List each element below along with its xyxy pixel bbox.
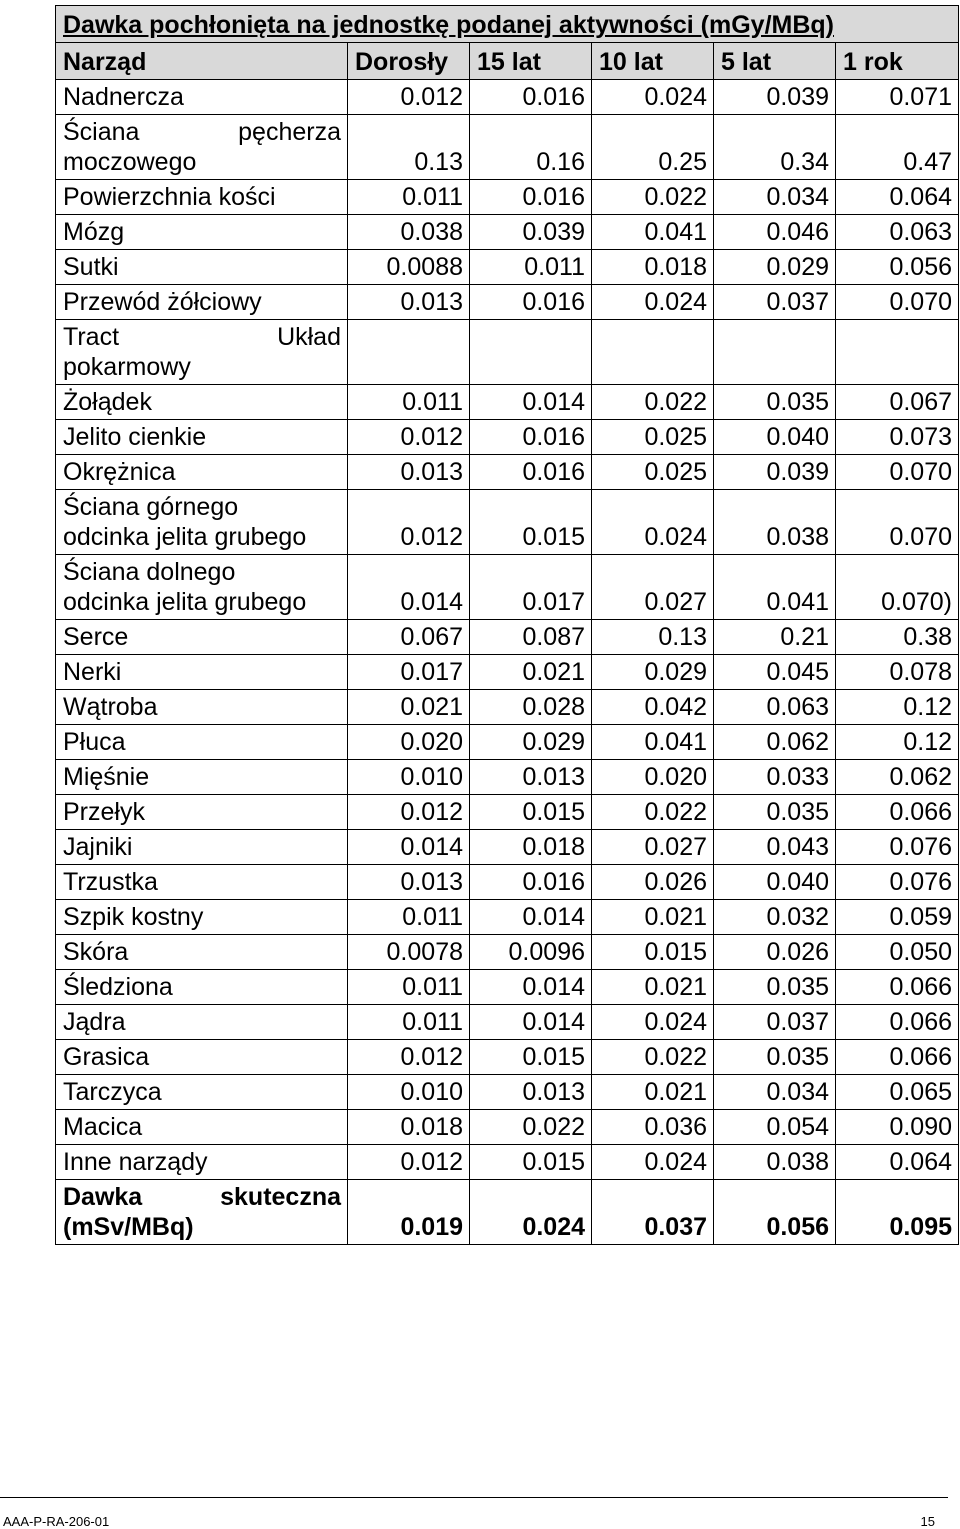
dose-value-cell: 0.041 bbox=[592, 215, 714, 250]
dose-value-cell: 0.070 bbox=[836, 455, 959, 490]
organ-cell: Mózg bbox=[56, 215, 348, 250]
footer-page-number: 15 bbox=[920, 1514, 935, 1529]
organ-cell: Skóra bbox=[56, 935, 348, 970]
organ-name-part: Układ bbox=[277, 323, 341, 351]
table-row bbox=[56, 1110, 959, 1145]
header-5-years: 5 lat bbox=[714, 43, 836, 80]
dose-value-cell: 0.013 bbox=[348, 285, 470, 320]
dose-value-cell: 0.16 bbox=[470, 115, 592, 180]
dose-value-cell: 0.010 bbox=[348, 1075, 470, 1110]
organ-cell: Trzustka bbox=[56, 865, 348, 900]
organ-cell: Przełyk bbox=[56, 795, 348, 830]
header-15-years: 15 lat bbox=[470, 43, 592, 80]
dose-value-cell: 0.012 bbox=[348, 1040, 470, 1075]
organ-cell bbox=[56, 1180, 348, 1245]
dose-value-cell: 0.011 bbox=[348, 385, 470, 420]
dose-value-cell: 0.038 bbox=[348, 215, 470, 250]
dose-value-cell: 0.050 bbox=[836, 935, 959, 970]
dose-value-cell: 0.021 bbox=[470, 655, 592, 690]
table-row bbox=[56, 1075, 959, 1110]
organ-cell bbox=[56, 490, 348, 555]
table-title-row bbox=[56, 6, 959, 43]
dose-value-cell: 0.022 bbox=[592, 1040, 714, 1075]
dose-value-cell: 0.012 bbox=[348, 490, 470, 555]
organ-cell: Nadnercza bbox=[56, 80, 348, 115]
dose-value-cell: 0.063 bbox=[836, 215, 959, 250]
dose-value-cell: 0.015 bbox=[470, 1040, 592, 1075]
dose-value-cell: 0.036 bbox=[592, 1110, 714, 1145]
dose-value-cell: 0.014 bbox=[348, 555, 470, 620]
organ-cell: Śledziona bbox=[56, 970, 348, 1005]
footer-doc-id: AAA-P-RA-206-01 bbox=[3, 1514, 110, 1529]
dose-value-cell: 0.071 bbox=[836, 80, 959, 115]
dose-value-cell: 0.045 bbox=[714, 655, 836, 690]
organ-name-part: Ściana bbox=[63, 118, 140, 146]
dose-value-cell: 0.017 bbox=[348, 655, 470, 690]
table-row bbox=[56, 250, 959, 285]
dose-value-cell: 0.016 bbox=[470, 285, 592, 320]
dose-value-cell: 0.025 bbox=[592, 455, 714, 490]
dose-value-cell: 0.027 bbox=[592, 555, 714, 620]
dose-value-cell: 0.47 bbox=[836, 115, 959, 180]
organ-cell bbox=[56, 320, 348, 385]
table-row bbox=[56, 655, 959, 690]
dose-value-cell: 0.025 bbox=[592, 420, 714, 455]
dose-value-cell: 0.056 bbox=[836, 250, 959, 285]
organ-name-part: Tract bbox=[63, 323, 120, 351]
table-row bbox=[56, 830, 959, 865]
dose-value-cell: 0.067 bbox=[836, 385, 959, 420]
organ-cell: Mięśnie bbox=[56, 760, 348, 795]
dose-value-cell: 0.024 bbox=[592, 490, 714, 555]
organ-name-line1: Ściana górnego bbox=[63, 493, 239, 521]
organ-cell: Macica bbox=[56, 1110, 348, 1145]
organ-cell: Jądra bbox=[56, 1005, 348, 1040]
dose-value-cell: 0.016 bbox=[470, 80, 592, 115]
table-row bbox=[56, 760, 959, 795]
header-1-year: 1 rok bbox=[836, 43, 959, 80]
dose-value-cell: 0.021 bbox=[348, 690, 470, 725]
dose-value-cell: 0.0096 bbox=[470, 935, 592, 970]
table-title: Dawka pochłonięta na jednostkę podanej aktywności (mGy/MBq) bbox=[56, 6, 959, 43]
dose-value-cell: 0.12 bbox=[836, 690, 959, 725]
organ-name-part: skuteczna bbox=[220, 1183, 341, 1211]
organ-cell: Wątroba bbox=[56, 690, 348, 725]
dose-value-cell: 0.027 bbox=[592, 830, 714, 865]
dose-value-cell bbox=[592, 320, 714, 385]
dose-value-cell: 0.038 bbox=[714, 490, 836, 555]
organ-cell: Powierzchnia kości bbox=[56, 180, 348, 215]
dose-value-cell: 0.064 bbox=[836, 1145, 959, 1180]
dose-value-cell: 0.039 bbox=[714, 80, 836, 115]
dose-value-cell: 0.21 bbox=[714, 620, 836, 655]
footer-divider bbox=[0, 1497, 948, 1498]
dose-value-cell: 0.014 bbox=[348, 830, 470, 865]
organ-cell: Tarczyca bbox=[56, 1075, 348, 1110]
header-organ: Narząd bbox=[56, 43, 348, 80]
dose-value-cell: 0.024 bbox=[470, 1180, 592, 1245]
dose-value-cell: 0.021 bbox=[592, 970, 714, 1005]
header-10-years: 10 lat bbox=[592, 43, 714, 80]
dose-value-cell: 0.020 bbox=[592, 760, 714, 795]
dose-value-cell: 0.016 bbox=[470, 455, 592, 490]
dose-value-cell: 0.073 bbox=[836, 420, 959, 455]
dose-value-cell: 0.043 bbox=[714, 830, 836, 865]
dose-value-cell: 0.039 bbox=[714, 455, 836, 490]
dose-value-cell: 0.090 bbox=[836, 1110, 959, 1145]
header-adult: Dorosły bbox=[348, 43, 470, 80]
dose-value-cell: 0.018 bbox=[470, 830, 592, 865]
dose-value-cell: 0.34 bbox=[714, 115, 836, 180]
dose-value-cell: 0.063 bbox=[714, 690, 836, 725]
dose-value-cell: 0.022 bbox=[470, 1110, 592, 1145]
dose-value-cell: 0.014 bbox=[470, 970, 592, 1005]
dose-value-cell: 0.026 bbox=[714, 935, 836, 970]
dose-value-cell: 0.011 bbox=[470, 250, 592, 285]
dose-value-cell: 0.026 bbox=[592, 865, 714, 900]
dose-value-cell: 0.012 bbox=[348, 1145, 470, 1180]
table-row bbox=[56, 320, 959, 385]
dose-value-cell: 0.070) bbox=[836, 555, 959, 620]
table-row bbox=[56, 285, 959, 320]
dose-value-cell: 0.016 bbox=[470, 420, 592, 455]
dose-value-cell: 0.033 bbox=[714, 760, 836, 795]
dose-value-cell bbox=[470, 320, 592, 385]
dose-value-cell: 0.25 bbox=[592, 115, 714, 180]
table-row bbox=[56, 1145, 959, 1180]
dose-value-cell: 0.070 bbox=[836, 285, 959, 320]
organ-cell: Przewód żółciowy bbox=[56, 285, 348, 320]
table-row bbox=[56, 1005, 959, 1040]
dose-value-cell: 0.095 bbox=[836, 1180, 959, 1245]
dose-value-cell: 0.13 bbox=[348, 115, 470, 180]
dose-value-cell: 0.010 bbox=[348, 760, 470, 795]
dose-value-cell: 0.029 bbox=[470, 725, 592, 760]
dose-value-cell: 0.017 bbox=[470, 555, 592, 620]
dose-value-cell: 0.066 bbox=[836, 970, 959, 1005]
table-body bbox=[56, 80, 959, 1245]
dose-value-cell: 0.041 bbox=[714, 555, 836, 620]
dose-value-cell: 0.040 bbox=[714, 865, 836, 900]
organ-cell: Serce bbox=[56, 620, 348, 655]
dose-value-cell: 0.041 bbox=[592, 725, 714, 760]
dose-value-cell: 0.018 bbox=[592, 250, 714, 285]
dose-value-cell: 0.035 bbox=[714, 795, 836, 830]
organ-cell bbox=[56, 115, 348, 180]
dose-value-cell: 0.011 bbox=[348, 970, 470, 1005]
dose-value-cell: 0.087 bbox=[470, 620, 592, 655]
table-row bbox=[56, 1040, 959, 1075]
organ-name-line2: (mSv/MBq) bbox=[63, 1213, 194, 1241]
dose-value-cell: 0.022 bbox=[592, 180, 714, 215]
dose-value-cell: 0.059 bbox=[836, 900, 959, 935]
dose-value-cell bbox=[836, 320, 959, 385]
table-row bbox=[56, 215, 959, 250]
dose-value-cell: 0.078 bbox=[836, 655, 959, 690]
dose-value-cell: 0.035 bbox=[714, 385, 836, 420]
dose-value-cell: 0.019 bbox=[348, 1180, 470, 1245]
dose-value-cell: 0.020 bbox=[348, 725, 470, 760]
dose-value-cell: 0.013 bbox=[470, 760, 592, 795]
organ-name-line2: pokarmowy bbox=[63, 353, 191, 381]
dose-value-cell: 0.011 bbox=[348, 180, 470, 215]
dose-value-cell: 0.0078 bbox=[348, 935, 470, 970]
dose-value-cell: 0.022 bbox=[592, 795, 714, 830]
dose-value-cell: 0.029 bbox=[714, 250, 836, 285]
organ-cell: Żołądek bbox=[56, 385, 348, 420]
table-row bbox=[56, 725, 959, 760]
dose-value-cell: 0.018 bbox=[348, 1110, 470, 1145]
dose-value-cell: 0.014 bbox=[470, 1005, 592, 1040]
dose-value-cell: 0.038 bbox=[714, 1145, 836, 1180]
dose-value-cell: 0.076 bbox=[836, 865, 959, 900]
dose-value-cell: 0.035 bbox=[714, 1040, 836, 1075]
dose-value-cell: 0.015 bbox=[470, 795, 592, 830]
organ-cell: Okrężnica bbox=[56, 455, 348, 490]
dose-value-cell: 0.066 bbox=[836, 795, 959, 830]
table-row bbox=[56, 80, 959, 115]
organ-name-part: Dawka bbox=[63, 1183, 143, 1211]
dose-value-cell: 0.016 bbox=[470, 865, 592, 900]
organ-cell: Szpik kostny bbox=[56, 900, 348, 935]
organ-name-line1 bbox=[63, 117, 341, 147]
dose-value-cell: 0.024 bbox=[592, 80, 714, 115]
dose-value-cell: 0.024 bbox=[592, 1005, 714, 1040]
organ-name-line1 bbox=[63, 1182, 341, 1212]
dose-value-cell: 0.056 bbox=[714, 1180, 836, 1245]
table-row bbox=[56, 180, 959, 215]
dose-value-cell: 0.076 bbox=[836, 830, 959, 865]
dose-value-cell: 0.046 bbox=[714, 215, 836, 250]
dose-value-cell: 0.016 bbox=[470, 180, 592, 215]
organ-name-line1: Ściana dolnego bbox=[63, 558, 236, 586]
dose-value-cell: 0.024 bbox=[592, 1145, 714, 1180]
table-row bbox=[56, 555, 959, 620]
organ-cell: Inne narządy bbox=[56, 1145, 348, 1180]
organ-cell: Płuca bbox=[56, 725, 348, 760]
dose-value-cell: 0.066 bbox=[836, 1005, 959, 1040]
dose-value-cell: 0.037 bbox=[714, 285, 836, 320]
dose-value-cell bbox=[714, 320, 836, 385]
organ-cell: Jelito cienkie bbox=[56, 420, 348, 455]
dose-value-cell: 0.011 bbox=[348, 1005, 470, 1040]
organ-cell: Jajniki bbox=[56, 830, 348, 865]
dose-value-cell: 0.028 bbox=[470, 690, 592, 725]
dose-value-cell: 0.013 bbox=[470, 1075, 592, 1110]
organ-name-line2: moczowego bbox=[63, 148, 197, 176]
dose-value-cell: 0.015 bbox=[470, 490, 592, 555]
dose-value-cell: 0.062 bbox=[836, 760, 959, 795]
dose-value-cell: 0.065 bbox=[836, 1075, 959, 1110]
organ-name-line2: odcinka jelita grubego bbox=[63, 588, 307, 616]
dose-value-cell: 0.38 bbox=[836, 620, 959, 655]
dose-value-cell: 0.12 bbox=[836, 725, 959, 760]
table-row bbox=[56, 455, 959, 490]
dose-value-cell: 0.012 bbox=[348, 80, 470, 115]
table-row bbox=[56, 385, 959, 420]
dose-value-cell: 0.032 bbox=[714, 900, 836, 935]
dose-value-cell: 0.062 bbox=[714, 725, 836, 760]
organ-name-line1 bbox=[63, 322, 341, 352]
dose-value-cell: 0.037 bbox=[714, 1005, 836, 1040]
dose-value-cell: 0.014 bbox=[470, 385, 592, 420]
organ-cell: Sutki bbox=[56, 250, 348, 285]
dose-value-cell: 0.012 bbox=[348, 420, 470, 455]
dose-value-cell: 0.066 bbox=[836, 1040, 959, 1075]
table-row bbox=[56, 935, 959, 970]
dose-value-cell: 0.011 bbox=[348, 900, 470, 935]
dose-value-cell: 0.021 bbox=[592, 1075, 714, 1110]
dose-value-cell: 0.13 bbox=[592, 620, 714, 655]
table-row bbox=[56, 865, 959, 900]
table-row bbox=[56, 490, 959, 555]
dose-value-cell: 0.022 bbox=[592, 385, 714, 420]
dose-value-cell: 0.013 bbox=[348, 865, 470, 900]
organ-cell: Nerki bbox=[56, 655, 348, 690]
table-row bbox=[56, 620, 959, 655]
dose-value-cell: 0.054 bbox=[714, 1110, 836, 1145]
dose-value-cell: 0.024 bbox=[592, 285, 714, 320]
dose-value-cell bbox=[348, 320, 470, 385]
dose-value-cell: 0.0088 bbox=[348, 250, 470, 285]
table-row bbox=[56, 420, 959, 455]
dose-table bbox=[55, 5, 959, 1245]
dose-value-cell: 0.034 bbox=[714, 180, 836, 215]
organ-name-part: pęcherza bbox=[238, 118, 341, 146]
dose-value-cell: 0.040 bbox=[714, 420, 836, 455]
dose-value-cell: 0.013 bbox=[348, 455, 470, 490]
table-row bbox=[56, 900, 959, 935]
dose-value-cell: 0.015 bbox=[470, 1145, 592, 1180]
table-row bbox=[56, 690, 959, 725]
dose-value-cell: 0.039 bbox=[470, 215, 592, 250]
organ-name-line2: odcinka jelita grubego bbox=[63, 523, 307, 551]
dose-value-cell: 0.012 bbox=[348, 795, 470, 830]
dose-value-cell: 0.042 bbox=[592, 690, 714, 725]
dose-value-cell: 0.037 bbox=[592, 1180, 714, 1245]
dose-value-cell: 0.070 bbox=[836, 490, 959, 555]
table-row bbox=[56, 115, 959, 180]
dose-value-cell: 0.067 bbox=[348, 620, 470, 655]
dose-value-cell: 0.015 bbox=[592, 935, 714, 970]
dose-value-cell: 0.064 bbox=[836, 180, 959, 215]
organ-cell bbox=[56, 555, 348, 620]
table-header-row bbox=[56, 43, 959, 80]
dose-value-cell: 0.035 bbox=[714, 970, 836, 1005]
table-row bbox=[56, 970, 959, 1005]
organ-cell: Grasica bbox=[56, 1040, 348, 1075]
dose-value-cell: 0.029 bbox=[592, 655, 714, 690]
table-row bbox=[56, 795, 959, 830]
dose-value-cell: 0.034 bbox=[714, 1075, 836, 1110]
dose-value-cell: 0.021 bbox=[592, 900, 714, 935]
dose-value-cell: 0.014 bbox=[470, 900, 592, 935]
table-row bbox=[56, 1180, 959, 1245]
